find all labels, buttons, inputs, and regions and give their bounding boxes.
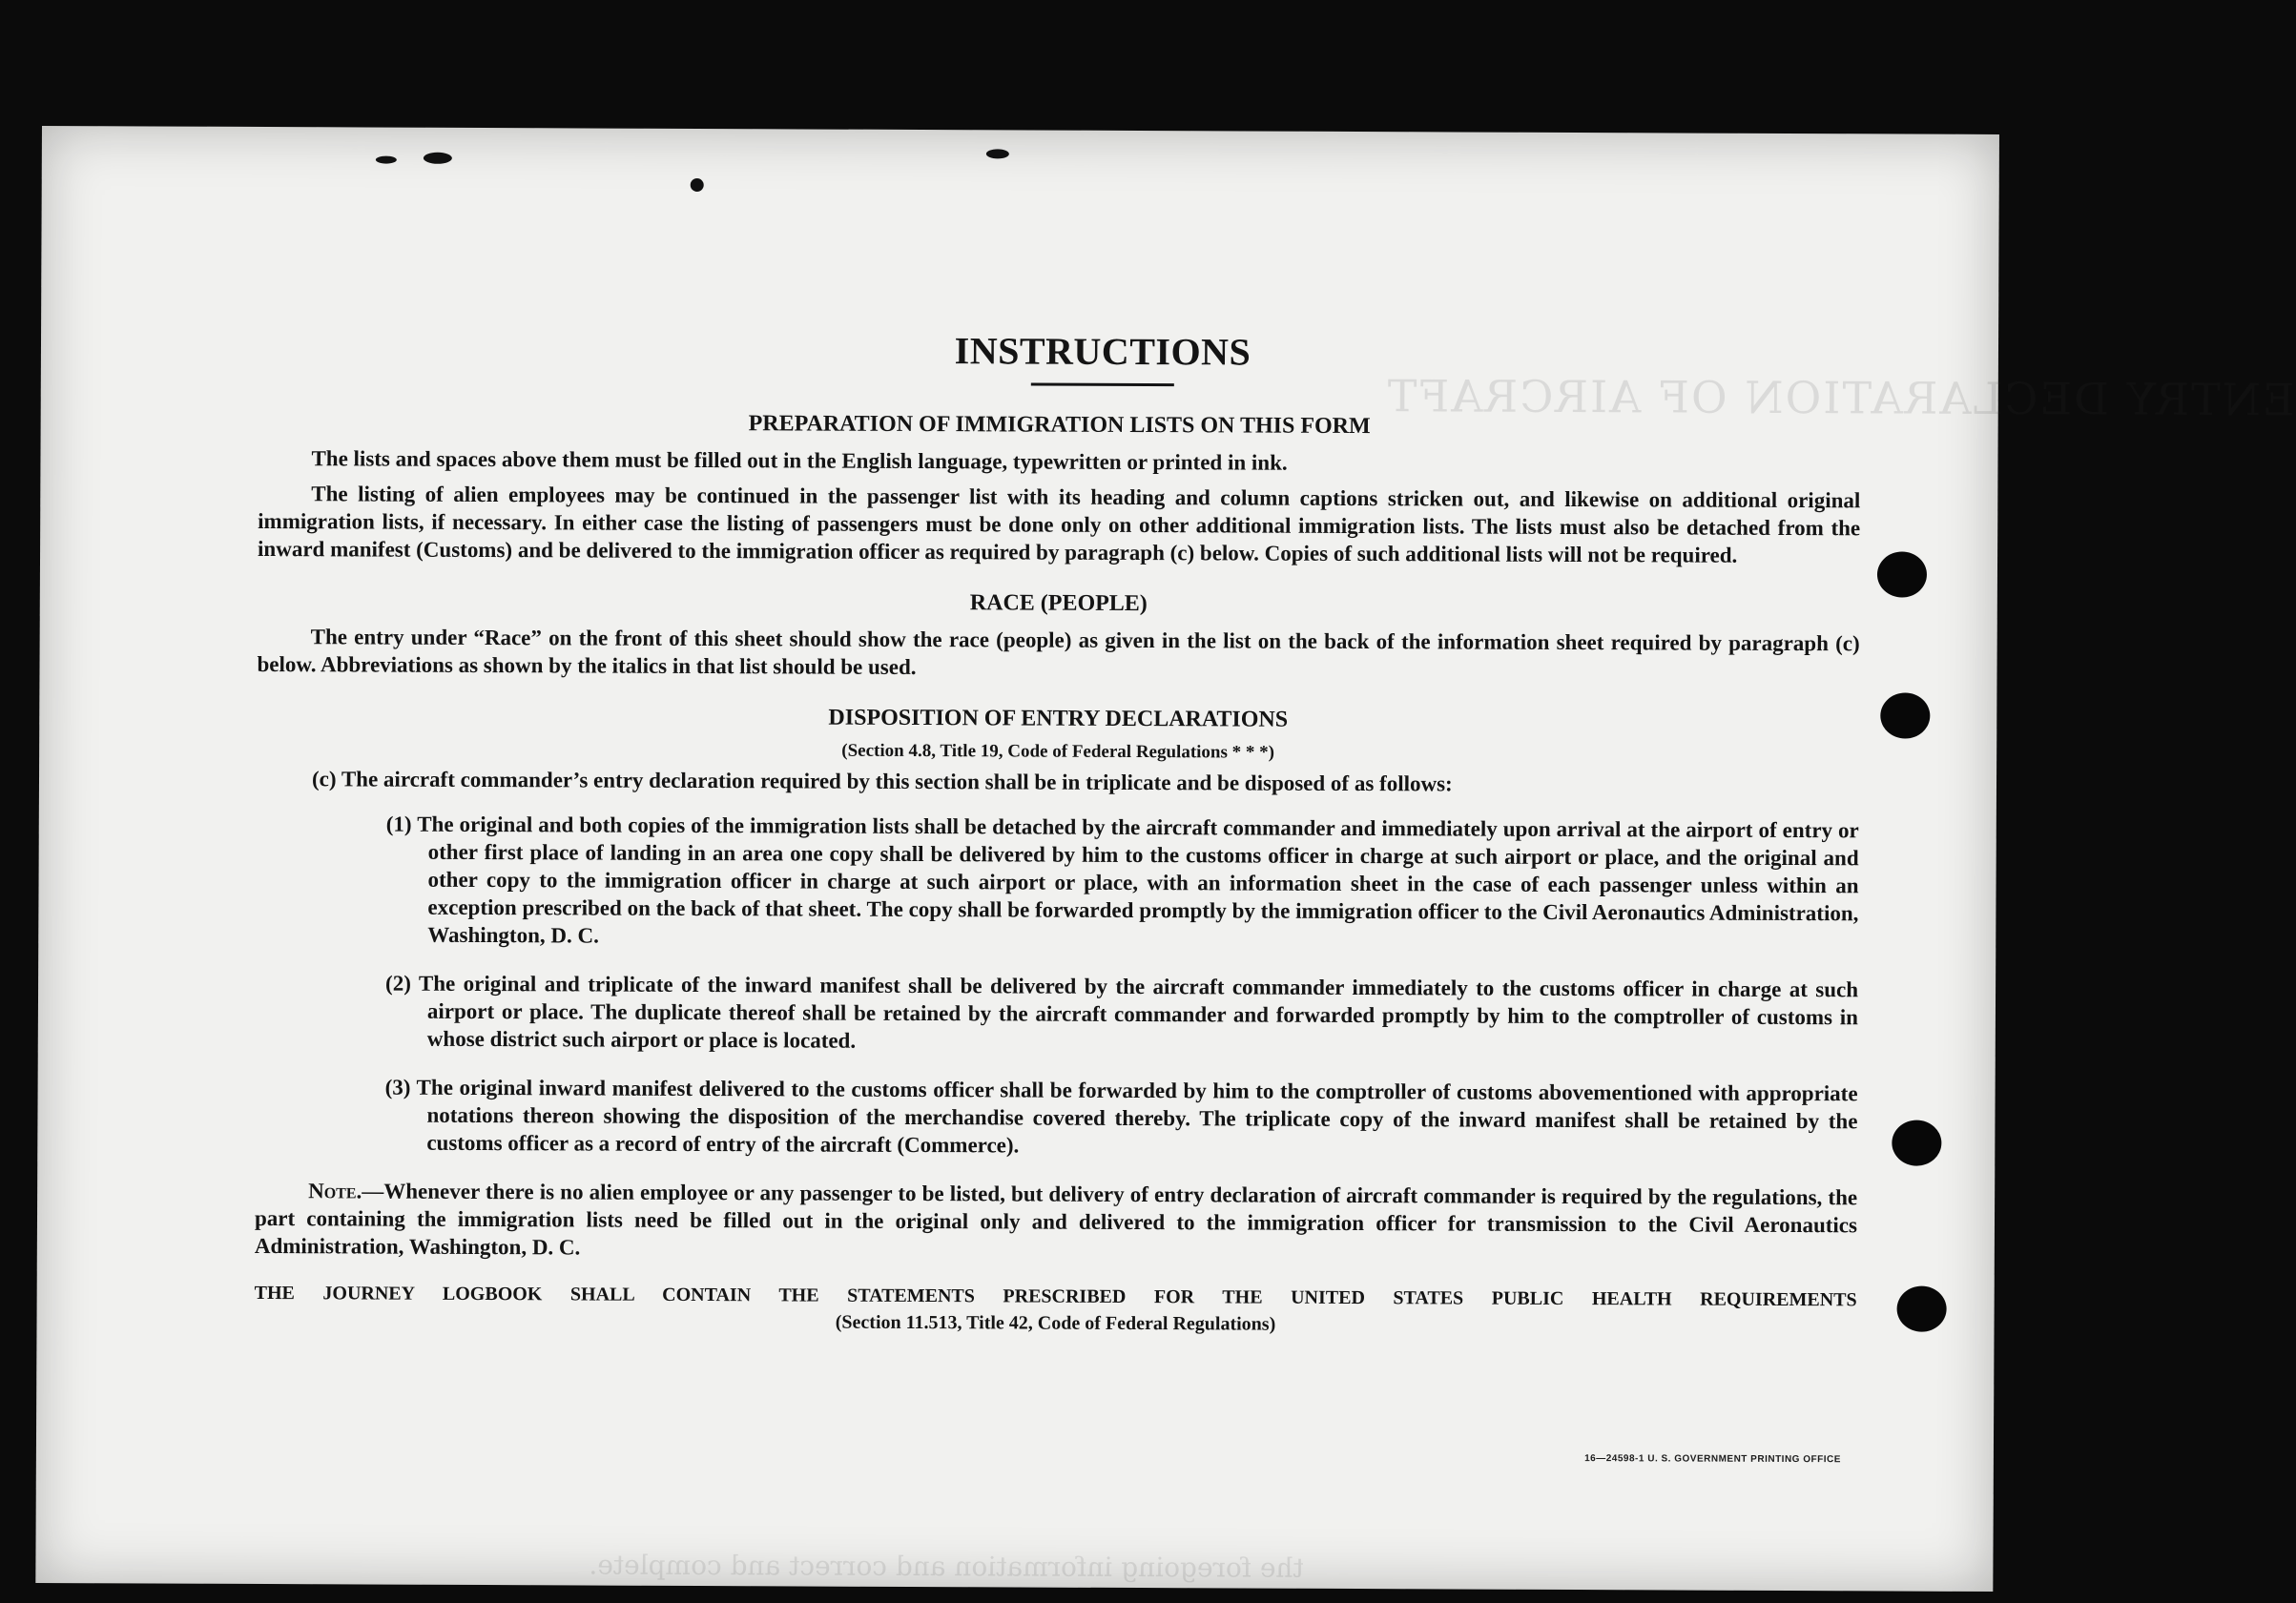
printing-office-code: 16—24598-1 U. S. GOVERNMENT PRINTING OFFICE [1584, 1453, 1841, 1466]
ink-speck [691, 178, 704, 192]
page-title: INSTRUCTIONS [954, 329, 1251, 374]
ink-speck [376, 156, 397, 164]
disposition-clause-c: (c) The aircraft commander’s entry declaration required by this section shall be in triplicate and be disposed of as follows: [311, 767, 1453, 796]
public-health-citation: (Section 11.513, Title 42, Code of Federal Regulations) [835, 1311, 1276, 1335]
bleed-through-text-top: ENTRY DECLARATION OF AIRCRAFT [1385, 370, 2295, 426]
ink-speck [424, 153, 452, 164]
instructions-content [254, 318, 1861, 1338]
note-label: Note. [308, 1179, 362, 1203]
note-text: —Whenever there is no alien employee or any passenger to be listed, but delivery of entry declaration of aircraft commander is required by the regulations, the part containing the immigration lists need be filled out in the original only and delivered to the immigration officer for transmission to the Civil Aeronautics Administration, Washington, D. C. [254, 1179, 1858, 1260]
bleed-through-text-bottom: the foregoing information and correct and complete. [589, 1549, 1304, 1584]
ink-speck [986, 149, 1009, 158]
disposition-citation: (Section 4.8, Title 19, Code of Federal Regulations * * *) [841, 740, 1275, 763]
section-heading-disposition: DISPOSITION OF ENTRY DECLARATIONS [828, 705, 1289, 732]
punch-hole-3 [1892, 1120, 1941, 1165]
race-paragraph: The entry under “Race” on the front of this sheet should show the race (people) as given in the list on the back of the information sheet required by paragraph (c) below. Abbreviations as shown by the italics in that list should be used. [257, 625, 1860, 680]
disposition-item-1: (1) The original and both copies of the immigration lists shall be detached by the aircraft commander and immediately upon arrival at the airport of entry or other first place of landing in an area one copy shall be delivered by him to the customs officer in charge at such airport or place, and the original and other copy to the immigration officer in charge at such airport or place, with an information sheet in the case of each passenger unless within an exception prescribed on the back of that sheet. The copy shall be forwarded promptly by the immigration officer to the Civil Aeronautics Administration, Washington, D. C. [385, 812, 1859, 948]
disposition-item-3: (3) The original inward manifest delivered to the customs officer shall be forwarded by him to the comptroller of customs abovementioned with appropriate notations thereon showing the disposition of the merchandise covered thereby. The triplicate copy of the inward manifest shall be retained by the customs officer as a record of entry of the aircraft (Commerce). [384, 1075, 1858, 1158]
preparation-paragraph-1: The lists and spaces above them must be filled out in the English language, typewritten or printed in ink. [311, 446, 1288, 475]
public-health-requirement: THE JOURNEY LOGBOOK SHALL CONTAIN THE STATEMENTS PRESCRIBED FOR THE UNITED STATES PUBLIC HEALTH REQUIREMENTS [254, 1282, 1857, 1311]
preparation-paragraph-2: The listing of alien employees may be continued in the passenger list with its heading and column captions stricken out, and likewise on additional original immigration lists, if necessary. In either case the listing of passengers must be done only on other additional immigration lists. The lists must also be detached from the inward manifest (Customs) and be delivered to the immigration officer as required by paragraph (c) below. Copies of such additional lists will not be required. [258, 482, 1861, 567]
section-heading-race: RACE (PEOPLE) [969, 590, 1148, 617]
punch-hole-4 [1897, 1285, 1947, 1331]
punch-hole-2 [1880, 692, 1930, 738]
document-page [35, 126, 2295, 1592]
disposition-item-2: (2) The original and triplicate of the inward manifest shall be delivered by the aircraft commander immediately to the customs officer in charge at such airport or place. The duplicate thereof shall be retained by the aircraft commander and forwarded promptly by him to the comptroller of customs in whose district such airport or place is located. [385, 971, 1859, 1053]
punch-hole-1 [1877, 551, 1927, 597]
title-underline [1031, 383, 1174, 387]
section-heading-preparation: PREPARATION OF IMMIGRATION LISTS ON THIS FORM [748, 411, 1371, 440]
note-paragraph [255, 1177, 1857, 1266]
